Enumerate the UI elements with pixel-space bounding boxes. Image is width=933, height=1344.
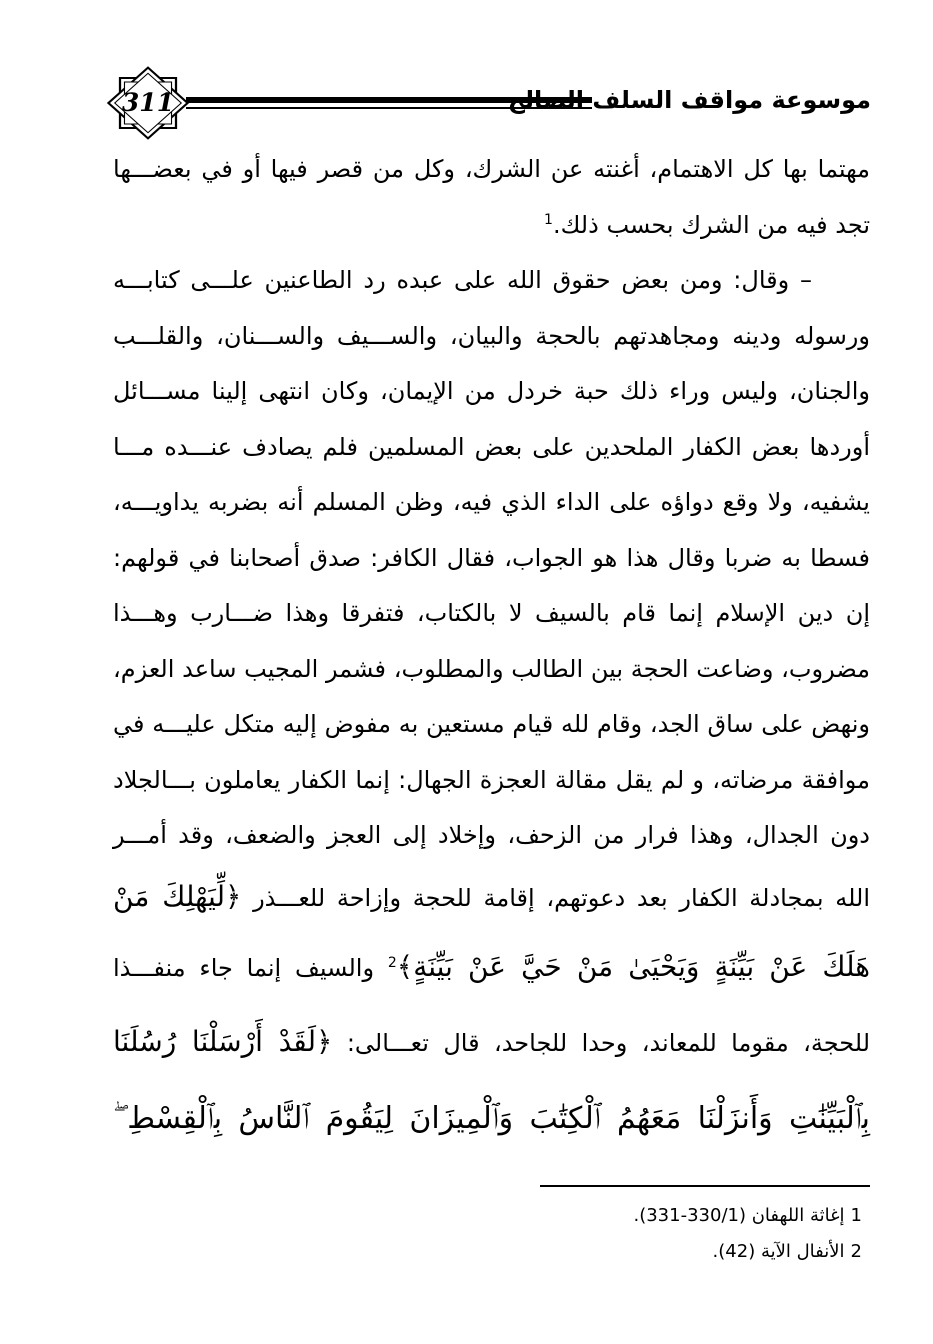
body-text-segment: تجد فيه من الشرك بحسب ذلك. xyxy=(552,210,870,239)
body-line xyxy=(113,753,870,809)
body-text xyxy=(113,142,870,1159)
quran-quote: ﴿لِّيَهْلِكَ مَنْ xyxy=(113,879,242,913)
footnote-text: الأنفال الآية (42). xyxy=(712,1241,845,1262)
footnotes xyxy=(440,1198,862,1270)
body-text-segment: الله بمجادلة الكفار بعد دعوتهم، إقامة للحجة وإزاحة للعـــذر xyxy=(241,883,870,912)
book-title: موسوعة مواقف السلف الصالح xyxy=(507,86,871,114)
body-text-segment: دون الجدال، وهذا فرار من الزحف، وإخلاد إلى العجز والضعف، وقد أمـــر xyxy=(113,821,870,849)
footnote-text: إغاثة اللهفان (⁦331-330/1⁩). xyxy=(633,1205,845,1226)
body-text-segment: أوردها بعض الكفار الملحدين على بعض المسلمين فلم يصادف عنـــده مـــا xyxy=(113,432,870,461)
body-text-segment: مضروب، وضاعت الحجة بين الطالب والمطلوب، فشمر المجيب ساعد العزم، xyxy=(113,654,870,683)
footnote-separator xyxy=(540,1185,870,1187)
footnote xyxy=(440,1198,862,1234)
page-number: 311 xyxy=(121,88,175,117)
body-text-segment: مهتما بها كل الاهتمام، أغنته عن الشرك، وكل من قصر فيها أو في بعضـــها xyxy=(113,155,870,183)
body-text-segment: ونهض على ساق الجد، وقام لله قيام مستعين به مفوض إليه متكل عليـــه في xyxy=(113,710,870,738)
footnote-ref: 2 xyxy=(387,954,397,971)
body-text-segment: ورسوله ودينه ومجاهدتهم بالحجة والبيان، والســـيف والســـنان، والقلـــب xyxy=(113,321,870,350)
footnote-number: 1 xyxy=(850,1205,862,1226)
body-line xyxy=(113,1079,870,1159)
body-line xyxy=(113,142,870,198)
quran-quote: هَلَكَ عَنْ بَيِّنَةٍ وَيَحْيَىٰ مَنْ حَيَّ عَنْ بَيِّنَةٍ﴾ xyxy=(396,949,870,983)
body-line xyxy=(113,1004,870,1079)
body-text-segment: فسطا به ضربا وقال هذا هو الجواب، فقال الكافر: صدق أصحابنا في قولهم: xyxy=(113,543,870,572)
body-line xyxy=(113,364,870,420)
body-line xyxy=(113,642,870,698)
body-line xyxy=(113,198,870,254)
body-text-segment: للحجة، مقوما للمعاند، وحدا للجاحد، قال تعـــالى: xyxy=(332,1028,871,1057)
body-text-segment: – وقال: ومن بعض حقوق الله على عبده رد الطاعنين علـــى كتابـــه xyxy=(113,266,812,294)
footnote-number: 2 xyxy=(850,1241,862,1262)
body-text-segment: والجنان، وليس وراء ذلك حبة خردل من الإيمان، وكان انتهى إلينا مســـائل xyxy=(113,377,870,405)
body-line xyxy=(113,864,870,929)
body-line xyxy=(113,420,870,476)
body-line xyxy=(113,531,870,587)
body-text-segment: يشفيه، ولا وقع دواؤه على الداء الذي فيه، وظن المسلم أنه بضربه يداويـــه، xyxy=(113,488,870,516)
footnote-ref: 1 xyxy=(544,211,553,228)
body-line xyxy=(113,309,870,365)
body-line xyxy=(113,475,870,531)
body-line xyxy=(113,808,870,864)
footnote xyxy=(440,1234,862,1270)
body-text-segment: موافقة مرضاته، و لم يقل مقالة العجزة الجهال: إنما الكفار يعاملون بـــالجلاد xyxy=(113,765,870,794)
body-text-segment: إن دين الإسلام إنما قام بالسيف لا بالكتاب، فتفرقا وهذا ضـــارب وهـــذا xyxy=(113,599,870,627)
body-text-segment: والسيف إنما جاء منفـــذا xyxy=(113,953,388,982)
body-line xyxy=(113,929,870,1004)
body-line xyxy=(113,697,870,753)
quran-quote: بِٱلْبَيِّنَٰتِ وَأَنزَلْنَا مَعَهُمُ ٱلْكِتَٰبَ وَٱلْمِيزَانَ لِيَقُومَ ٱلنَّاسُ بِٱلْقِسْطِ ۖ xyxy=(113,1100,870,1136)
quran-quote: ﴿لَقَدْ أَرْسَلْنَا رُسُلَنَا xyxy=(113,1024,333,1058)
body-line xyxy=(113,253,870,309)
body-line xyxy=(113,586,870,642)
